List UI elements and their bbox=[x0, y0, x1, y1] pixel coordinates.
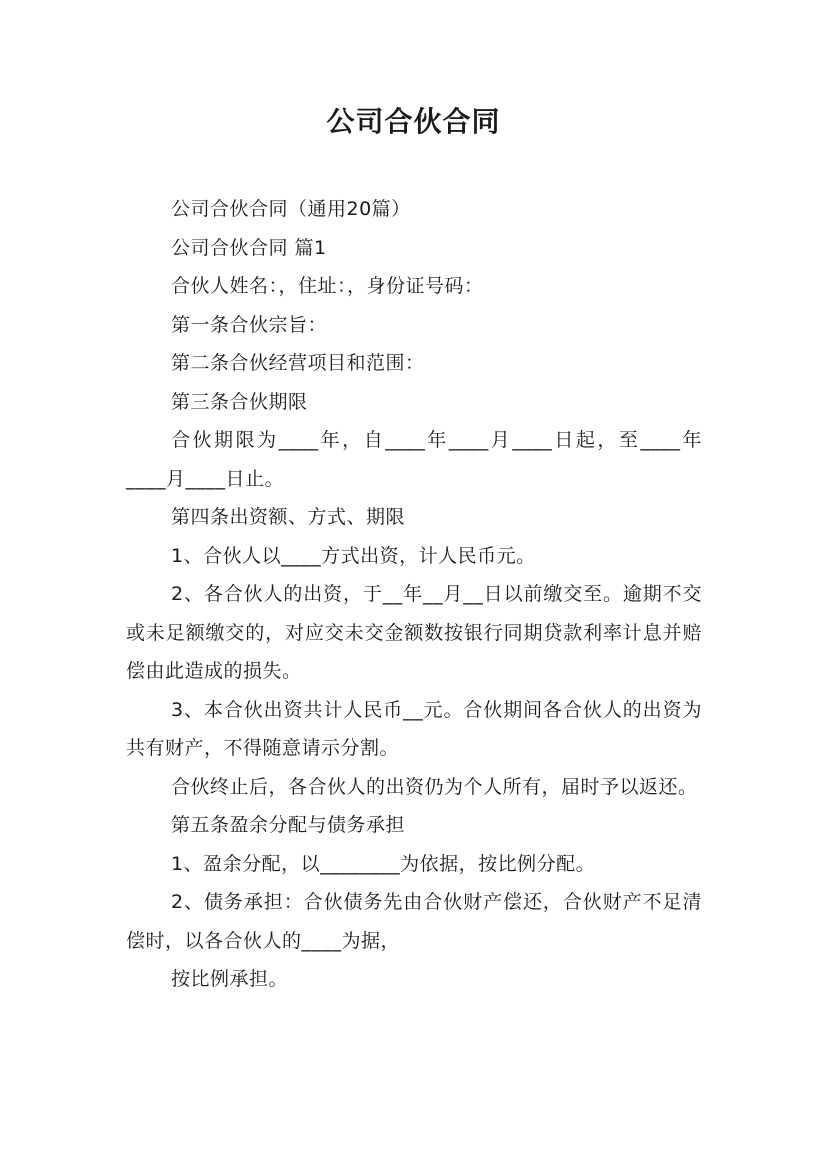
body-paragraph: 1、合伙人以____方式出资，计人民币元。 bbox=[171, 544, 536, 567]
subtitle-paragraph: 公司合伙合同（通用20篇） bbox=[171, 198, 411, 220]
body-paragraph: 合伙期限为____年，自____年____月____日起，至____年____月____日止。 bbox=[126, 429, 702, 490]
article-heading: 第四条出资额、方式、期限 bbox=[171, 506, 406, 528]
body-paragraph: 按比例承担。 bbox=[171, 968, 289, 990]
body-paragraph: 2、各合伙人的出资，于__年__月__日以前缴交至。逾期不交或未足额缴交的，对应交未交金额数按银行同期贷款利率计息并赔偿由此造成的损失。 bbox=[126, 583, 702, 682]
body-paragraph: 1、盈余分配，以________为依据，按比例分配。 bbox=[171, 852, 596, 875]
document-body bbox=[126, 190, 702, 999]
article-heading: 第一条合伙宗旨： bbox=[171, 313, 328, 336]
section-heading: 公司合伙合同 篇1 bbox=[171, 236, 327, 259]
partner-info-paragraph: 合伙人姓名：，住址：，身份证号码： bbox=[171, 275, 484, 297]
article-heading: 第三条合伙期限 bbox=[171, 390, 308, 413]
article-heading: 第五条盈余分配与债务承担 bbox=[171, 814, 406, 836]
article-heading: 第二条合伙经营项目和范围： bbox=[171, 352, 425, 374]
body-paragraph: 合伙终止后，各合伙人的出资仍为个人所有，届时予以返还。 bbox=[171, 775, 698, 798]
body-paragraph: 2、债务承担：合伙债务先由合伙财产偿还，合伙财产不足清偿时，以各合伙人的____为据， bbox=[126, 891, 702, 952]
body-paragraph: 3、本合伙出资共计人民币__元。合伙期间各合伙人的出资为共有财产，不得随意请示分割。 bbox=[126, 698, 702, 759]
document-title: 公司合伙合同 bbox=[326, 105, 501, 138]
